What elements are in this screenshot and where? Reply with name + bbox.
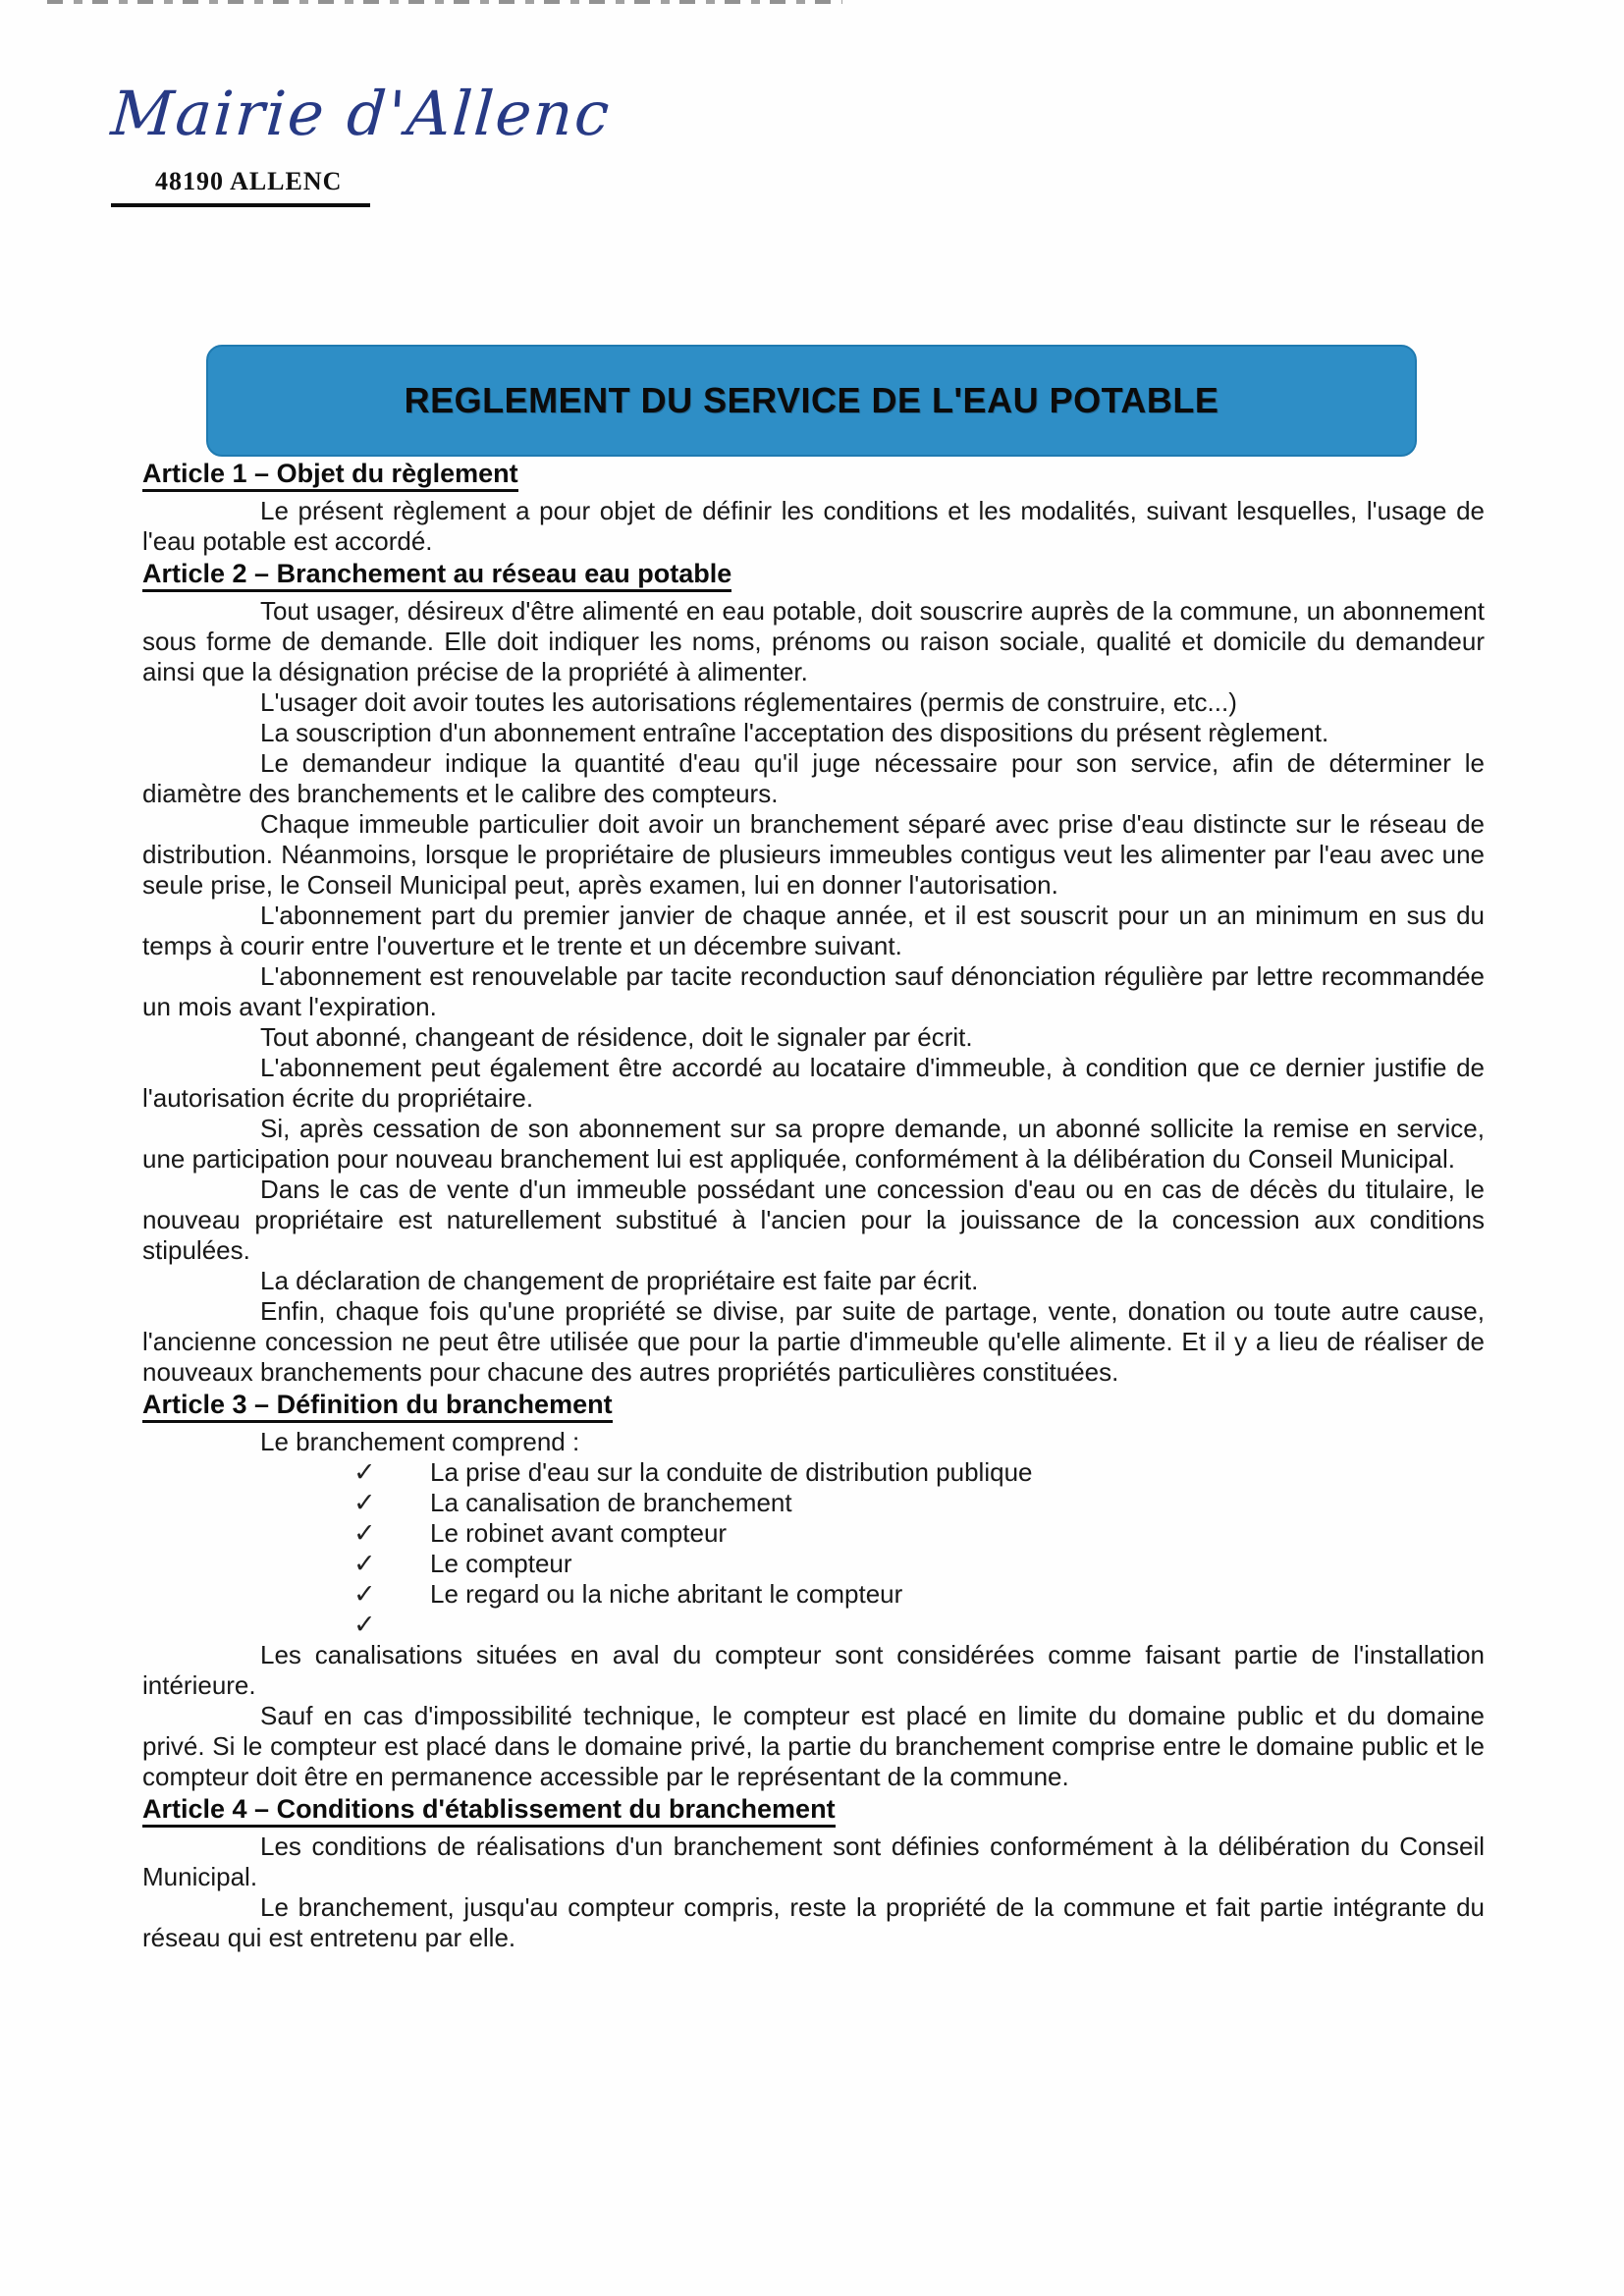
paragraph: Dans le cas de vente d'un immeuble possédant une concession d'eau ou en cas de décès du titulaire, le nouveau propriétaire est naturellement substitué à l'ancien pour la jouissance de la concession aux conditions stipulées. xyxy=(142,1175,1485,1265)
paragraph: L'usager doit avoir toutes les autorisations réglementaires (permis de construire, etc...) xyxy=(260,687,1237,717)
paragraph: Le présent règlement a pour objet de définir les conditions et les modalités, suivant lesquelles, l'usage de l'eau potable est accordé. xyxy=(142,496,1485,556)
check-icon: ✓ xyxy=(353,1610,376,1639)
article-4-heading: Article 4 – Conditions d'établissement du branchement xyxy=(142,1792,836,1826)
article-3-section xyxy=(142,1388,1485,1792)
paragraph: Tout abonné, changeant de résidence, doit le signaler par écrit. xyxy=(260,1022,973,1052)
checklist-item-empty xyxy=(353,1610,1485,1640)
checklist-item-label: La prise d'eau sur la conduite de distribution publique xyxy=(430,1457,1033,1487)
paragraph: Sauf en cas d'impossibilité technique, le compteur est placé en limite du domaine public et du domaine privé. Si le compteur est placé dans le domaine privé, la partie du branchement comprise entre le domaine public et le compteur doit être en permanence accessible par le représentant de la commune. xyxy=(142,1701,1485,1791)
check-icon: ✓ xyxy=(353,1549,376,1578)
checklist-item-label: Le compteur xyxy=(430,1549,572,1578)
checklist-item-label: La canalisation de branchement xyxy=(430,1488,792,1517)
article-2-section xyxy=(142,557,1485,1388)
postal-code-line: 48190 ALLENC xyxy=(155,167,343,195)
paragraph: L'abonnement est renouvelable par tacite reconduction sauf dénonciation régulière par lettre recommandée un mois avant l'expiration. xyxy=(142,961,1485,1021)
checklist-item-label: Le robinet avant compteur xyxy=(430,1518,728,1548)
paragraph: Le demandeur indique la quantité d'eau qu'il juge nécessaire pour son service, afin de déterminer le diamètre des branchements et le calibre des compteurs. xyxy=(142,748,1485,808)
check-icon: ✓ xyxy=(353,1457,376,1487)
letterhead xyxy=(108,0,1624,207)
paragraph: Enfin, chaque fois qu'une propriété se divise, par suite de partage, vente, donation ou toute autre cause, l'ancienne concession ne peut être utilisée que pour la partie d'immeuble qu'elle alimente. Et il y a lieu de réaliser de nouveaux branchements pour chacune des autres propriétés particulières constituées. xyxy=(142,1296,1485,1387)
article-1-section xyxy=(142,457,1485,557)
title-banner xyxy=(206,345,1417,457)
paragraph: Chaque immeuble particulier doit avoir un branchement séparé avec prise d'eau distincte sur le réseau de distribution. Néanmoins, lorsque le propriétaire de plusieurs immeubles contigus veut les alimenter par l'eau avec une seule prise, le Conseil Municipal peut, après examen, lui en donner l'autorisation. xyxy=(142,809,1485,900)
paragraph: Les conditions de réalisations d'un branchement sont définies conformément à la délibération du Conseil Municipal. xyxy=(142,1831,1485,1891)
paragraph: Le branchement, jusqu'au compteur compris, reste la propriété de la commune et fait partie intégrante du réseau qui est entretenu par elle. xyxy=(142,1892,1485,1952)
paragraph: La déclaration de changement de propriétaire est faite par écrit. xyxy=(260,1266,979,1295)
mairie-logo: Mairie d'Allenc xyxy=(108,78,614,149)
article-2-heading: Article 2 – Branchement au réseau eau potable xyxy=(142,557,731,590)
document-title: REGLEMENT DU SERVICE DE L'EAU POTABLE xyxy=(404,380,1219,420)
article-1-heading: Article 1 – Objet du règlement xyxy=(142,457,518,490)
paragraph: L'abonnement part du premier janvier de chaque année, et il est souscrit pour un an minimum en sus du temps à courir entre l'ouverture et le trente et un décembre suivant. xyxy=(142,901,1485,960)
scan-artifact xyxy=(47,0,842,4)
paragraph: Si, après cessation de son abonnement sur sa propre demande, un abonné sollicite la remise en service, une participation pour nouveau branchement lui est appliquée, conformément à la délibération du Conseil Municipal. xyxy=(142,1114,1485,1174)
paragraph: Les canalisations situées en aval du compteur sont considérées comme faisant partie de l'installation intérieure. xyxy=(142,1640,1485,1700)
article-4-section xyxy=(142,1792,1485,1953)
checklist-item xyxy=(353,1549,1485,1579)
check-icon: ✓ xyxy=(353,1518,376,1548)
checklist-item xyxy=(353,1488,1485,1518)
postal-code-rule xyxy=(111,167,370,207)
checklist-item xyxy=(353,1457,1485,1488)
paragraph: La souscription d'un abonnement entraîne l'acceptation des dispositions du présent règlement. xyxy=(260,718,1329,747)
checklist-item xyxy=(353,1579,1485,1610)
paragraph: L'abonnement peut également être accordé au locataire d'immeuble, à condition que ce dernier justifie de l'autorisation écrite du propriétaire. xyxy=(142,1053,1485,1113)
checklist-item xyxy=(353,1518,1485,1549)
check-icon: ✓ xyxy=(353,1488,376,1517)
check-icon: ✓ xyxy=(353,1579,376,1609)
branchement-checklist xyxy=(142,1457,1485,1640)
paragraph: Tout usager, désireux d'être alimenté en eau potable, doit souscrire auprès de la commune, un abonnement sous forme de demande. Elle doit indiquer les noms, prénoms ou raison sociale, qualité et domicile du demandeur ainsi que la désignation précise de la propriété à alimenter. xyxy=(142,596,1485,686)
paragraph: Le branchement comprend : xyxy=(260,1427,580,1456)
article-3-heading: Article 3 – Définition du branchement xyxy=(142,1388,613,1421)
document-body xyxy=(142,457,1485,1953)
checklist-item-label: Le regard ou la niche abritant le compteur xyxy=(430,1579,903,1609)
